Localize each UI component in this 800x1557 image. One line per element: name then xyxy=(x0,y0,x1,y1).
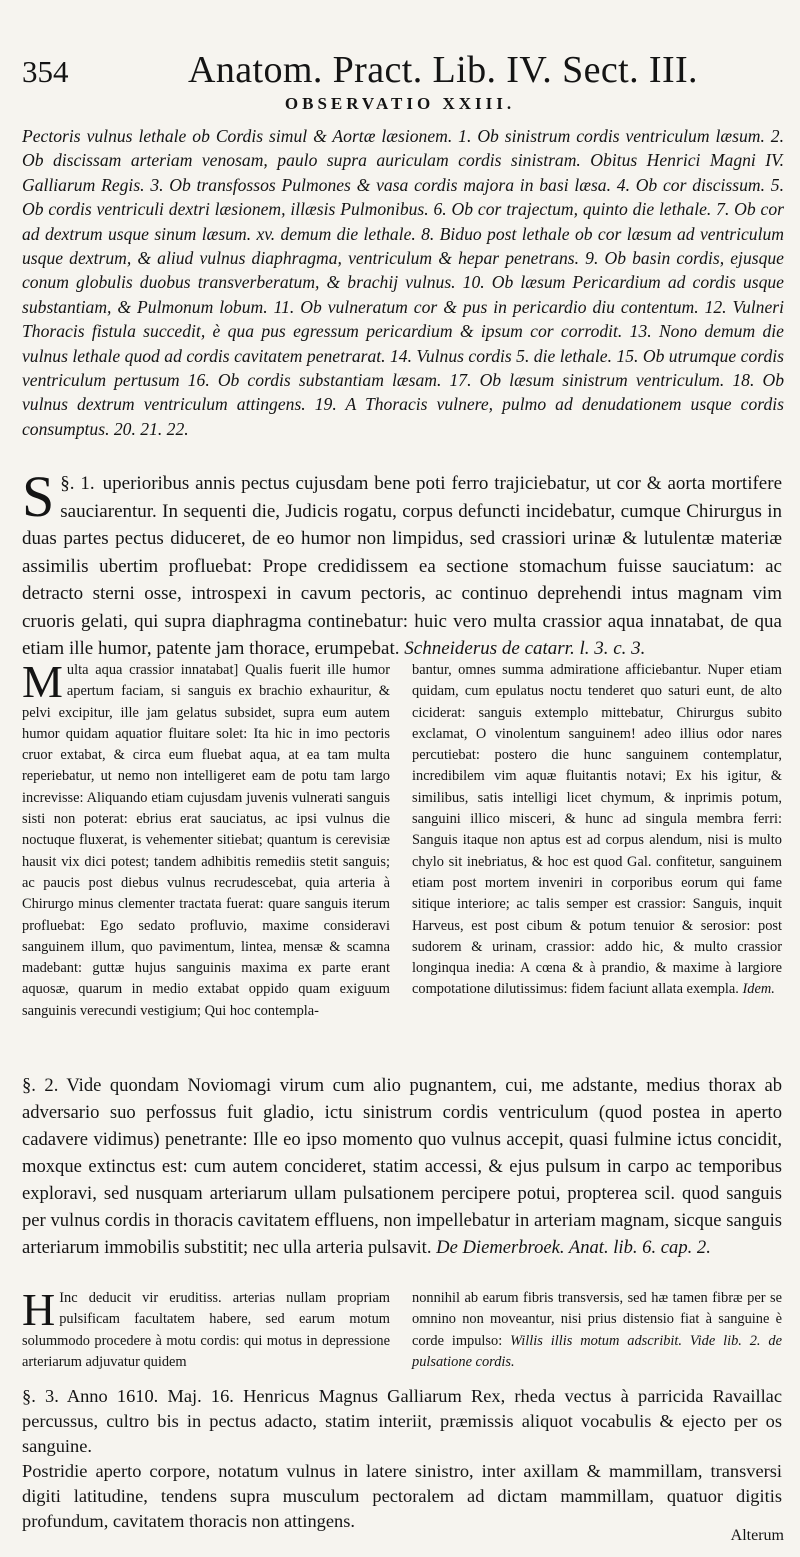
section-1-text: uperioribus annis pectus cujusdam bene poti ferro trajiciebatur, ut cor & aorta mortifere sauciarentur. In sequenti die, Judicis rogatu, corpus defuncti incidebatur, cumque Chirurgus in duas partes pectus diduceret, de eo humor non limpidus, sed crassiori urinæ & lutulentæ materiæ assimilis ubertim profluebat: Prope credidissem ea sectione stomachum fuisse sauciatum: ac detracto sterni osse, introspexi in cavum pectoris, ac continuo deprehendi intus magnam vim cruoris gelati, qui supra diaphragma continebatur: huic vero multa crassior aqua innatabat, de qua etiam ille humor, patente jam thorace, erumpebat. xyxy=(22,473,783,659)
commentary-1-citation: Idem. xyxy=(742,981,775,998)
commentary-1-right-text: bantur, omnes summa admiratione afficiebantur. Nuper etiam quidam, cum epulatus noctu tenderet quo saturi eunt, de alto ciciderat: sanguis extemplo mittebatur, Chirurgus subito exclamat, O vinolentum sanguinem! adeo illius odor nares percutiebat: postero die hunc sanguinem contemplatur, incredibilem vim aquæ fluitantis notavi; Ex his igitur, & similibus, satis intelligi licet chymum, & inprimis potum, sanguini illico misceri, & hunc ad singula membra ferri: Sanguis itaque non aptus est ad corpus alendum, nisi is multo chylo sit inebriatus, & hoc est quod Gal. confitetur, sanguinem etiam post mortem inveniri in corporibus eorum qui fame sitique interiore; ac talis semper est crassior: Sanguis, inquit Harveus, est post cibum & potum tenuior & serosior: post sudorem & urinam, crassior: addo hic, & multo crassior longinqua inedia: A cœna & à prandio, & maxime à largiore compotatione dilutissimus: fidem faciunt allata exempla. xyxy=(412,662,782,998)
commentary-2-right-column xyxy=(412,1288,782,1373)
page-header xyxy=(22,48,786,90)
section-1 xyxy=(22,464,783,663)
drop-cap: M xyxy=(22,656,63,707)
section-2-citation: De Diemerbroek. Anat. lib. 6. cap. 2. xyxy=(436,1237,711,1258)
section-mark: §. 1. xyxy=(60,473,95,494)
section-3 xyxy=(22,1384,782,1534)
commentary-1-left-column xyxy=(22,656,390,1022)
drop-cap: S xyxy=(22,464,55,529)
page-number: 354 xyxy=(22,54,69,89)
section-2 xyxy=(22,1072,782,1261)
commentary-2-left-text: Inc deducit vir eruditiss. arterias nullam propriam pulsificam facultatem habere, sed earum motum solummodo procedere à motu cordis: qui motus in depressione arteriarum adjuvatur quidem xyxy=(22,1290,390,1370)
commentary-2-left-column xyxy=(22,1284,390,1373)
commentary-1-left-text: ulta aqua crassior innatabat] Qualis fuerit ille humor apertum faciam, si sanguis ex brachio exhauritur, & pelvi excipitur, ille jam gelatus subsidet, supra eum autem humor quidam aquatior fluitare solet: Ita hic in imo pectoris cruor extabat, & circa eum fluebat aqua, at ea tam multa reperiebatur, ut nemo non intelligeret eam de potu tam largo increvisse: Aliquando etiam cujusdam juvenis vulnerati sanguis sisti non poterat: ebrius erat sauciatus, ac ipsi vulnus die noctuque fluxerat, is vehementer sitiebat; quantum is cerevisiæ hausit vix dici potest; tandem adhibitis remediis stetit sanguis; ac paucis post diebus vulnus recrudescebat, quia arteria à Chirurgo minus clementer tractata fuerat: quare sanguis iterum profluebat: Ego sedato profluvio, maxime consideravi sanguinem illum, quo pavimentum, lintea, mensæ & scamna madebant: guttæ hujus sanguinis maxima ex parte erant aquosæ, quarum in medio extabat oppido quam exiguum sanguinis verecundi vestigium; Qui hoc contempla- xyxy=(22,662,390,1019)
commentary-1-right-column xyxy=(412,660,782,1022)
commentary-2 xyxy=(22,1284,782,1373)
catchword: Alterum xyxy=(730,1527,784,1544)
section-3-paragraph-2: Postridie aperto corpore, notatum vulnus in latere sinistro, inter axillam & mammillam, transversi digiti latitudine, tendens supra musculum pectoralem ad dictam mammillam, quatuor digitis profundum, cavitatem thoracis non attingens. xyxy=(22,1461,782,1531)
commentary-2-citation: Willis illis motum adscribit. Vide lib. 2. de pulsatione cordis. xyxy=(412,1332,782,1370)
commentary-2-right-text: nonnihil ab earum fibris transversis, sed hæ tamen fibræ per se omnino non moveantur, nisi prius distensio fiat à sanguine è corde impulso: xyxy=(412,1290,782,1349)
section-mark: §. 2. xyxy=(22,1075,59,1096)
section-3-text: Anno 1610. Maj. 16. Henricus Magnus Galliarum Rex, rheda vectus à parricida Ravaillac percussus, cultro bis in pectus adacto, statim interiit, præmissis aliquot vocabulis & ejecto per os sanguine. xyxy=(22,1386,783,1456)
running-head: Anatom. Pract. Lib. IV. Sect. III. xyxy=(188,49,698,91)
section-mark: §. 3. xyxy=(22,1386,59,1406)
drop-cap: H xyxy=(22,1284,56,1335)
observation-summary: Pectoris vulnus lethale ob Cordis simul & Aortæ læsionem. 1. Ob sinistrum cordis ventriculum læsum. 2. Ob discissam arteriam venosam, paulo supra auriculam cordis sinistram. Obitus Henrici Magni IV. Galliarum Regis. 3. Ob transfossos Pulmones & vasa cordis majora in basi læsa. 4. Ob cor discissum. 5. Ob cordis ventriculi dextri læsionem, illæsis Pulmonibus. 6. Ob cor trajectum, quinto die lethale. 7. Ob cor ad dextrum usque sinum læsum. xv. demum die lethale. 8. Biduo post lethale ob cor læsum ad ventriculum usque dextrum, & aliud vulnus diaphragma, ventriculum & hepar penetrans. 9. Ob basin cordis, ejusque conum globulis duobus transverberatum, & brachij vulnus. 10. Ob læsum Pericardium ad cordis usque substantiam, & Pulmonum lobum. 11. Ob vulneratum cor & pus in pericardio diu contentum. 12. Vulneri Thoracis fistula succedit, è qua pus egressum pericardium & ipsum cor corrodit. 13. Nono demum die vulnus lethale quod ad cordis cavitatem penetrarat. 14. Vulnus cordis 5. die lethale. 15. Ob utrumque cordis ventriculum pertusum 16. Ob cordis substantiam læsam. 17. Ob læsum sinistrum ventriculum. 18. Ob vulnus dextrum ventriculum attingens. 19. A Thoracis vulnere, pulmo ad denudationem usque cordis consumptus. 20. 21. 22. xyxy=(22,126,784,439)
section-1-citation: Schneiderus de catarr. l. 3. c. 3. xyxy=(404,638,646,659)
commentary-1 xyxy=(22,656,782,1022)
observation-title: OBSERVATIO XXIII. xyxy=(284,94,516,113)
section-2-text: Vide quondam Noviomagi virum cum alio pugnantem, cui, me adstante, medius thorax ab adversario suo perfossus fuit gladio, ictu sinistrum cordis ventriculum (quod postea in aperto cadavere vidimus) penetrante: Ille eo ipso momento quo vulnus accepit, quasi fulmine ictus concidit, moxque extinctus est: cum autem concideret, statim accessi, & ejus pulsum in carpo ac temporibus exploravi, sed nusquam arteriarum ullam pulsationem percipere potui, propterea scil. quod sanguis per vulnus cordis in thoracis cavitatem effluens, non impellebatur in arteriam magnam, sicque sanguis arteriarum immobilis substitit; nec ulla arteria pulsavit. xyxy=(22,1075,782,1258)
section-3-paragraph-1 xyxy=(22,1384,782,1459)
